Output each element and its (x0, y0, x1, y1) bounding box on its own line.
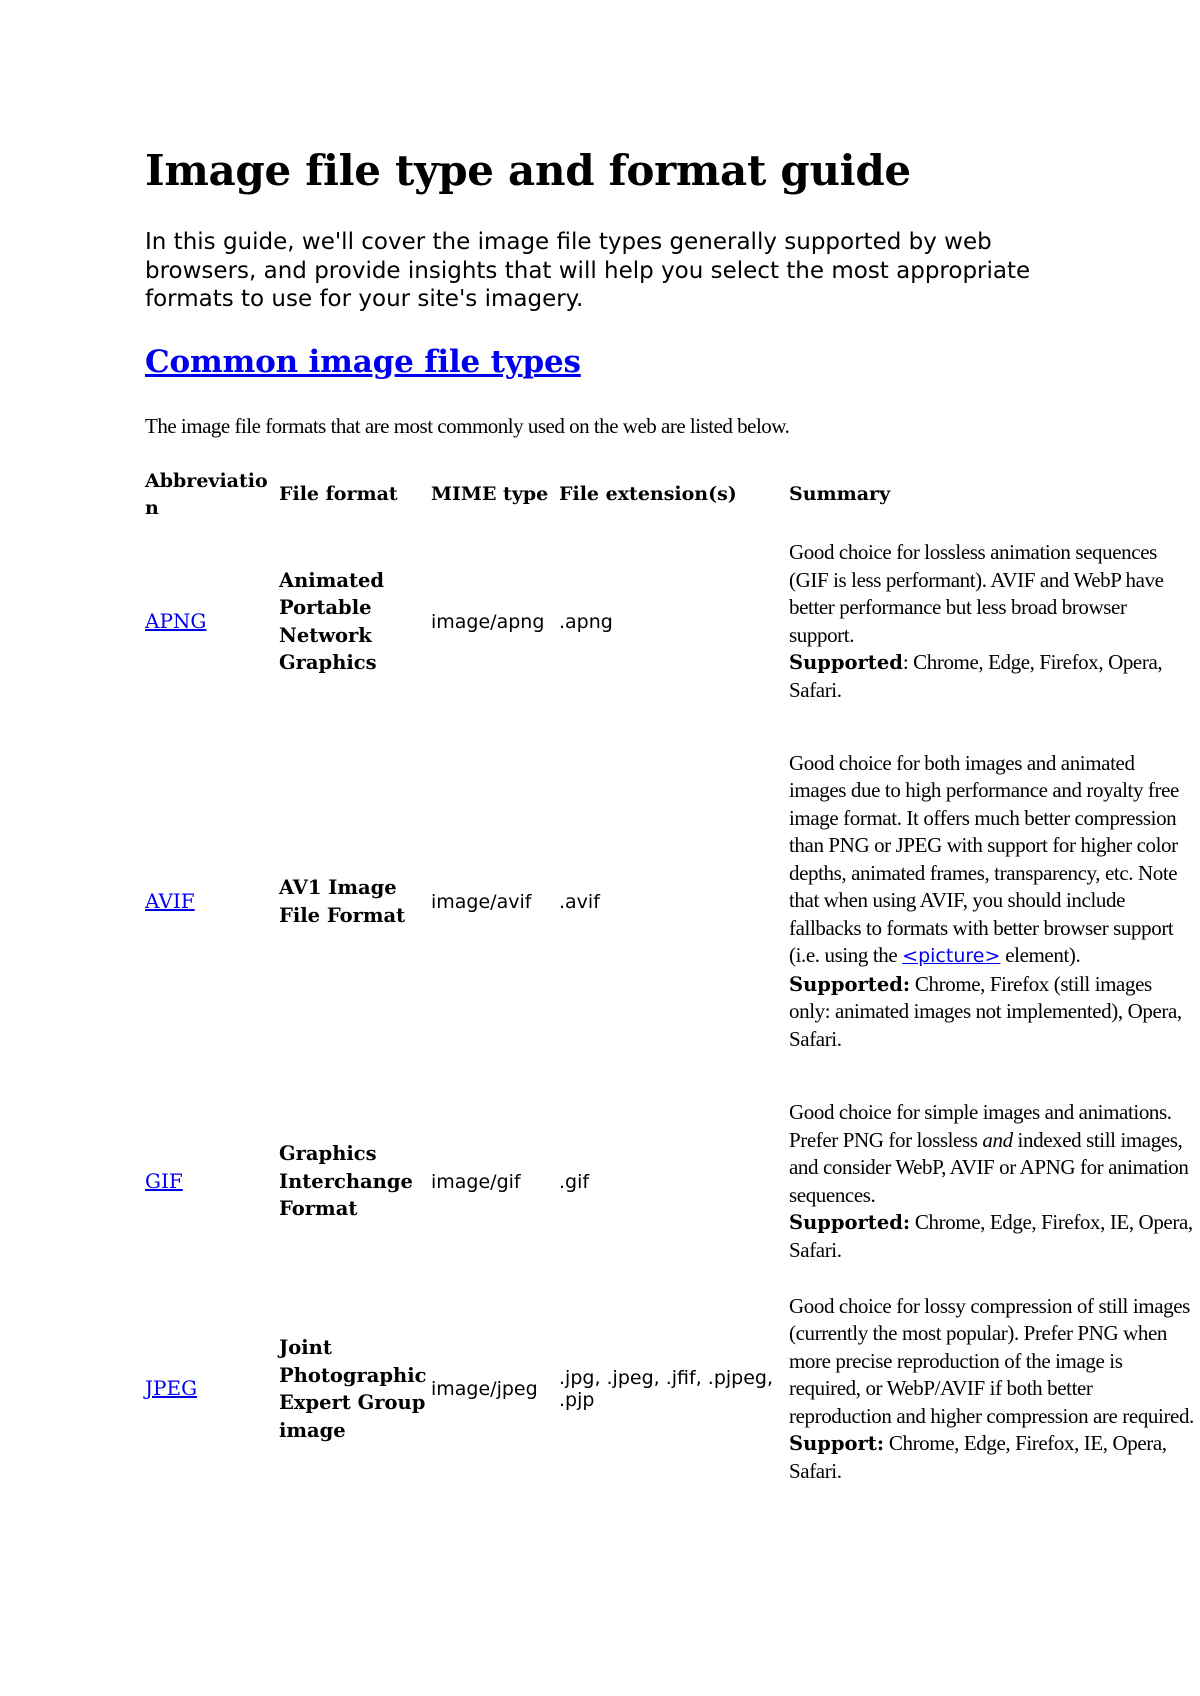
table-row (143, 524, 1198, 719)
cell-mime-type: image/gif (431, 1170, 521, 1193)
summary-text-after: element). (1000, 943, 1081, 968)
support-text: Chrome, Edge, Firefox, IE, Opera, Safari. (789, 1431, 1167, 1483)
cell-summary (787, 524, 1198, 719)
support-text: Chrome, Firefox (still images only: animated images not implemented), Opera, Safari. (789, 971, 1182, 1051)
summary-emphasis: and (982, 1127, 1013, 1152)
table-row (143, 1279, 1198, 1499)
header-file-format: File format (279, 483, 398, 506)
summary-text: Good choice for lossless animation sequences (GIF is less performant). AVIF and WebP have better performance but less broad browser support. (789, 540, 1164, 647)
section-heading-link[interactable]: Common image file types (145, 344, 581, 380)
cell-file-extensions: .apng (559, 610, 613, 633)
header-summary: Summary (789, 483, 891, 506)
support-label: Supported: (789, 1211, 911, 1234)
cell-file-format: Joint Photographic Expert Group image (279, 1336, 427, 1442)
header-abbreviation: Abbreviation (145, 470, 268, 519)
header-mime-type: MIME type (431, 483, 549, 506)
cell-file-format: AV1 Image File Format (279, 876, 406, 927)
section-lead: The image file formats that are most commonly used on the web are listed below. (145, 414, 790, 438)
table-header-row (143, 466, 1198, 524)
image-formats-table (143, 466, 1198, 1499)
cell-file-extensions: .avif (559, 890, 600, 913)
support-text: Chrome, Edge, Firefox, IE, Opera, Safari. (789, 1210, 1193, 1262)
intro-paragraph: In this guide, we'll cover the image file types generally supported by web browsers, and provide insights that will help you select the most appropriate formats to use for your site's imagery. (145, 229, 1031, 312)
cell-file-extensions: .jpg, .jpeg, .jfif, .pjpeg, .pjp (559, 1367, 774, 1411)
cell-summary (787, 1084, 1198, 1279)
cell-abbreviation (143, 1279, 277, 1499)
cell-abbreviation (143, 719, 277, 1084)
cell-mime-type: image/apng (431, 610, 545, 633)
cell-file-format: Graphics Interchange Format (279, 1142, 413, 1221)
cell-abbreviation (143, 524, 277, 719)
cell-file-extensions: .gif (559, 1170, 590, 1193)
table-row (143, 719, 1198, 1084)
summary-text: Good choice for lossy compression of still images (currently the most popular). Prefer PNG when more precise reproduction of the image is required, or WebP/AVIF if both better reproduction and higher compression are required. (789, 1293, 1194, 1428)
cell-summary (787, 719, 1198, 1084)
page-title: Image file type and format guide (145, 146, 911, 195)
format-link-avif[interactable]: AVIF (145, 888, 195, 913)
format-link-apng[interactable]: APNG (145, 608, 207, 633)
support-label: Supported (789, 651, 903, 674)
summary-text: Good choice for both images and animated images due to high performance and royalty free image format. It offers much better compression than PNG or JPEG with support for higher color depths, animated frames, transparency, etc. Note that when using AVIF, you should include fallbacks to formats with better browser support (i.e. using the (789, 750, 1179, 968)
support-label: Support: (789, 1432, 885, 1456)
format-link-gif[interactable]: GIF (145, 1168, 183, 1193)
table-row (143, 1084, 1198, 1279)
summary-text: Good choice for simple images and animations. Prefer PNG for lossless (789, 1100, 1172, 1152)
header-file-extensions: File extension(s) (559, 483, 737, 506)
summary-text-after: indexed still images, and consider WebP, AVIF or APNG for animation sequences. (789, 1127, 1189, 1207)
picture-element-link[interactable]: <picture> (902, 945, 1001, 968)
format-link-jpeg[interactable]: JPEG (145, 1376, 198, 1401)
cell-abbreviation (143, 1084, 277, 1279)
cell-mime-type: image/avif (431, 890, 532, 913)
cell-file-format: Animated Portable Network Graphics (279, 568, 385, 674)
section-heading (145, 342, 581, 382)
cell-mime-type: image/jpeg (431, 1378, 538, 1400)
cell-summary (787, 1279, 1198, 1499)
support-label: Supported: (789, 972, 911, 996)
support-text: : Chrome, Edge, Firefox, Opera, Safari. (789, 650, 1163, 702)
